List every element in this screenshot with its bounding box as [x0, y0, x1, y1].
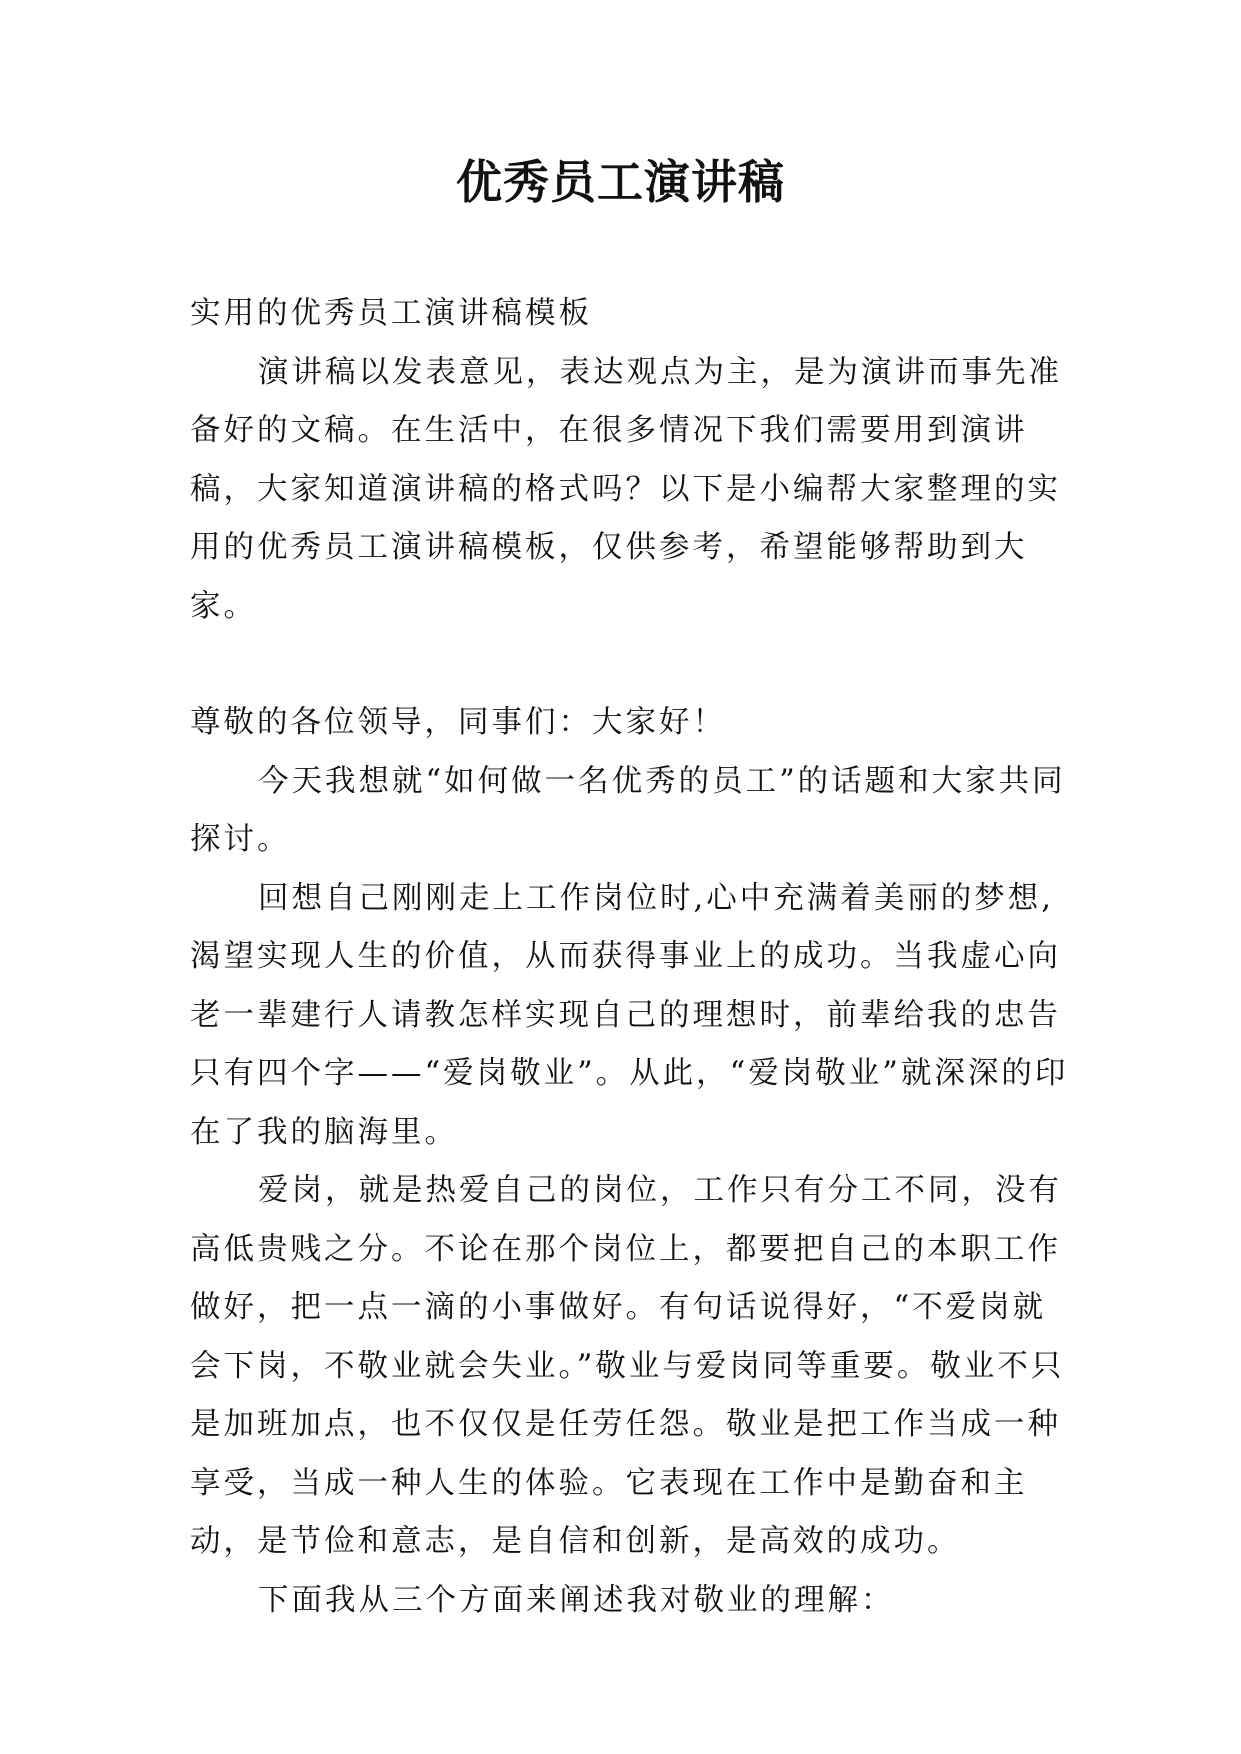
document-subtitle: 实用的优秀员工演讲稿模板: [190, 296, 592, 331]
intro-paragraph: 演讲稿以发表意见，表达观点为主，是为演讲而事先准备好的文稿。在生活中，在很多情况下我们需要用到演讲稿，大家知道演讲稿的格式吗？以下是小编帮大家整理的实用的优秀员工演讲稿模板，仅供参考，希望能够帮助到大家。: [190, 354, 1062, 624]
body-paragraph: 回想自己刚刚走上工作岗位时,心中充满着美丽的梦想,渴望实现人生的价值，从而获得事业上的成功。当我虚心向老一辈建行人请教怎样实现自己的理想时，前辈给我的忠告只有四个字——“爱岗敬业”。从此，“爱岗敬业”就深深的印在了我的脑海里。: [190, 880, 1069, 1150]
body-paragraph: 今天我想就“如何做一名优秀的员工”的话题和大家共同探讨。: [190, 763, 1066, 857]
document-title: 优秀员工演讲稿: [456, 155, 785, 209]
section-spacer: [190, 636, 1070, 694]
greeting-line: 尊敬的各位领导，同事们：大家好！: [190, 705, 726, 740]
body-paragraph: 爱岗，就是热爱自己的岗位，工作只有分工不同，没有高低贵贱之分。不论在那个岗位上，都要把自己的本职工作做好，把一点一滴的小事做好。有句话说得好，“不爱岗就会下岗，不敬业就会失业。”敬业与爱岗同等重要。敬业不只是加班加点，也不仅仅是任劳任怨。敬业是把工作当成一种享受，当成一种人生的体验。它表现在工作中是勤奋和主动，是节俭和意志，是自信和创新，是高效的成功。: [190, 1173, 1065, 1559]
body-paragraph: 下面我从三个方面来阐述我对敬业的理解：: [258, 1582, 895, 1618]
document-body: [190, 285, 1070, 1630]
